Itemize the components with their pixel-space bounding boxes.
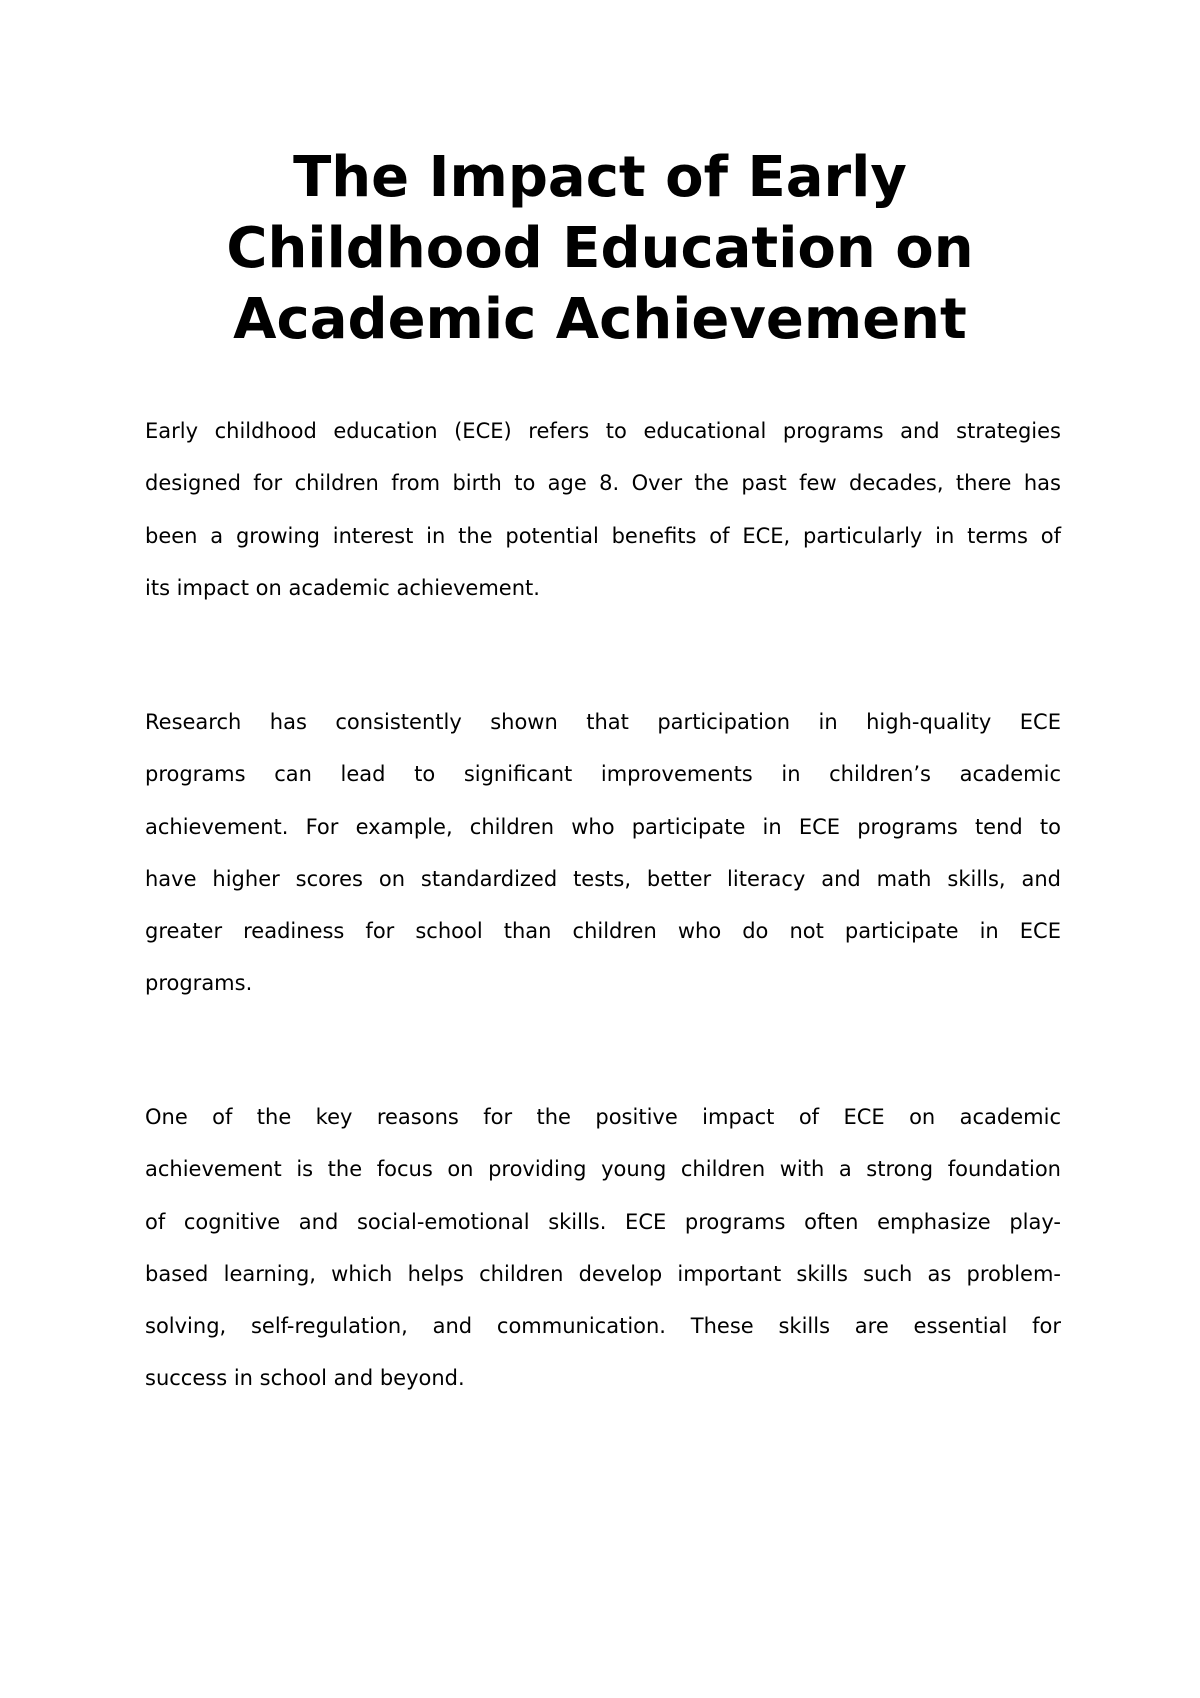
paragraph-line: designed for children from birth to age 8. Over the past few decades, there has <box>145 471 1061 496</box>
paragraph-line: achievement is the focus on providing young children with a strong foundation <box>145 1157 1061 1182</box>
paragraph-introduction <box>145 405 1061 614</box>
paragraph-line: programs can lead to significant improvements in children’s academic <box>145 762 1061 787</box>
paragraph-line: been a growing interest in the potential benefits of ECE, particularly in terms of <box>145 523 1061 548</box>
paragraph-line: Research has consistently shown that participation in high-quality ECE <box>145 710 1061 734</box>
paragraph-line: programs. <box>145 971 253 996</box>
paragraph-line: its impact on academic achievement. <box>145 575 540 600</box>
paragraph-line: One of the key reasons for the positive impact of ECE on academic <box>145 1105 1061 1129</box>
document-title <box>150 142 1050 355</box>
paragraph-line: achievement. For example, children who participate in ECE programs tend to <box>145 814 1061 839</box>
title-line: Academic Achievement <box>233 287 967 352</box>
paragraph-line: solving, self-regulation, and communication. These skills are essential for <box>145 1314 1061 1339</box>
paragraph-line: have higher scores on standardized tests, better literacy and math skills, and <box>145 866 1061 891</box>
paragraph-line: success in school and beyond. <box>145 1366 465 1391</box>
paragraph-line: based learning, which helps children develop important skills such as problem- <box>145 1261 1061 1286</box>
title-line: Childhood Education on <box>226 216 974 281</box>
paragraph-line: greater readiness for school than children who do not participate in ECE <box>145 919 1061 944</box>
title-line: The Impact of Early <box>293 145 907 210</box>
paragraph-key-reasons <box>145 1091 1061 1405</box>
paragraph-line: Early childhood education (ECE) refers to educational programs and strategies <box>145 419 1061 443</box>
paragraph-line: of cognitive and social-emotional skills. ECE programs often emphasize play- <box>145 1209 1061 1234</box>
paragraph-research <box>145 696 1061 1010</box>
